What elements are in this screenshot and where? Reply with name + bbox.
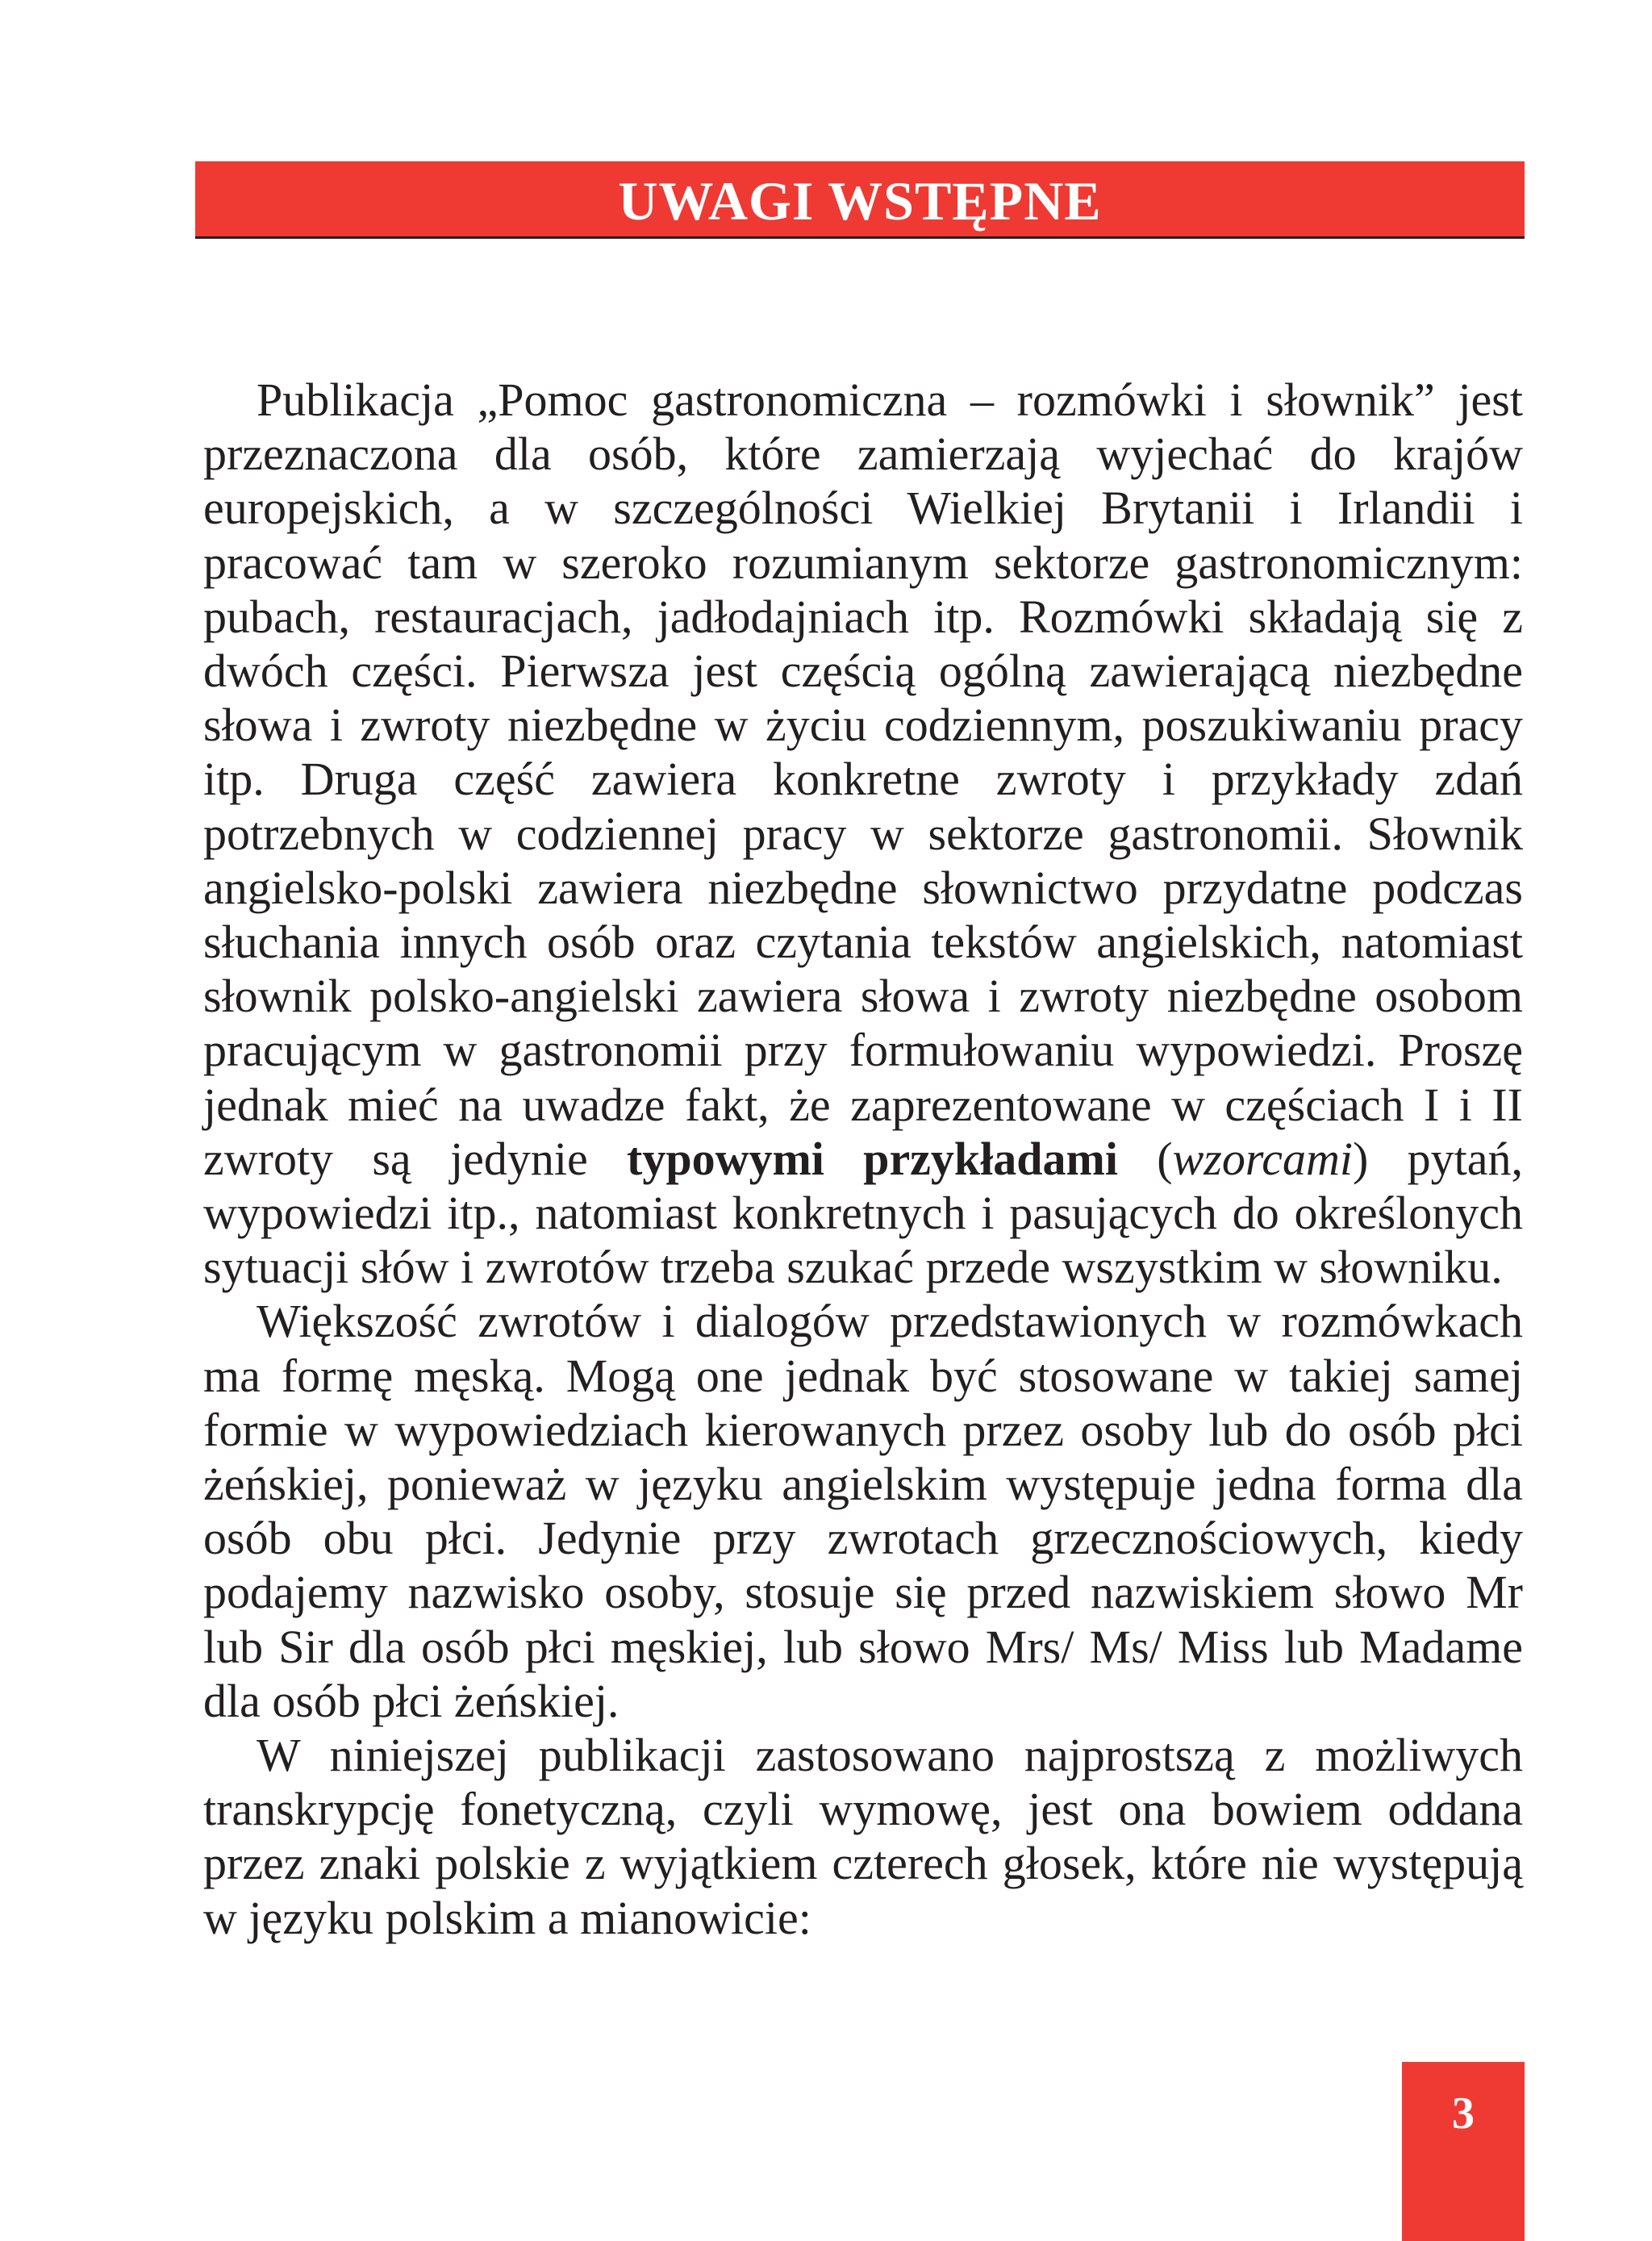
page-number-box	[1402, 2062, 1525, 2241]
paragraph-3: W niniejszej publikacji zastosowano najprostszą z możliwych transkrypcję fonetyczną, czyli wymowę, jest ona bowiem oddana przez znaki polskie z wyjątkiem czterech głosek, które nie występują w języku polskim a mianowicie:	[203, 1729, 1523, 1944]
paragraph-1-text: Publikacja „Pomoc gastronomiczna – rozmówki i słownik” jest przeznaczona dla osób, które zamierzają wyjechać do krajów europejskich, a w szczególności Wielkiej Brytanii i Irlandii i pracować tam w szeroko rozumianym sektorze gastronomicznym: pubach, restauracjach, jadłodajniach itp. Rozmówki składają się z dwóch części. Pierwsza jest częścią ogólną zawierającą niezbędne słowa i zwroty niezbędne w życiu codziennym, poszukiwaniu pracy itp. Druga część zawiera konkretne zwroty i przykłady zdań potrzebnych w codziennej pracy w sektorze gastronomii. Słownik angielsko-polski zawiera niezbędne słownictwo przydatne podczas słuchania innych osób oraz czytania tekstów angielskich, natomiast słownik polsko-angielski zawiera słowa i zwroty niezbędne osobom pracującym w gastronomii przy formułowaniu wypowiedzi. Proszę jednak mieć na uwadze fakt, że zaprezentowane w częściach I i II zwroty są jedynie	[203, 374, 1523, 1185]
paragraph-1	[203, 373, 1523, 1294]
body-text	[203, 373, 1523, 1945]
paragraph-2: Większość zwrotów i dialogów przedstawionych w rozmówkach ma formę męską. Mogą one jednak być stosowane w takiej samej formie w wypowiedziach kierowanych przez osoby lub do osób płci żeńskiej, ponieważ w języku angielskim występuje jedna forma dla osób obu płci. Jedynie przy zwrotach grzecznościowych, kiedy podajemy nazwisko osoby, stosuje się przed nazwiskiem słowo Mr lub Sir dla osób płci męskiej, lub słowo Mrs/ Ms/ Miss lub Madame dla osób płci żeńskiej.	[203, 1295, 1523, 1727]
paragraph-1-paren: (	[1118, 1132, 1173, 1185]
page-number: 3	[1452, 2089, 1475, 2139]
paragraph-1-end: ) pytań, wypowiedzi itp., natomiast konkretnych i pasujących do określonych sytuacji słów i zwrotów trzeba szukać przede wszystkim w słowniku.	[203, 1132, 1524, 1294]
chapter-header-bar	[195, 161, 1525, 239]
paragraph-1-bold: typowymi przykładami	[627, 1132, 1118, 1185]
chapter-title: UWAGI WSTĘPNE	[618, 169, 1102, 232]
paragraph-1-italic: wzorcami	[1172, 1132, 1354, 1185]
